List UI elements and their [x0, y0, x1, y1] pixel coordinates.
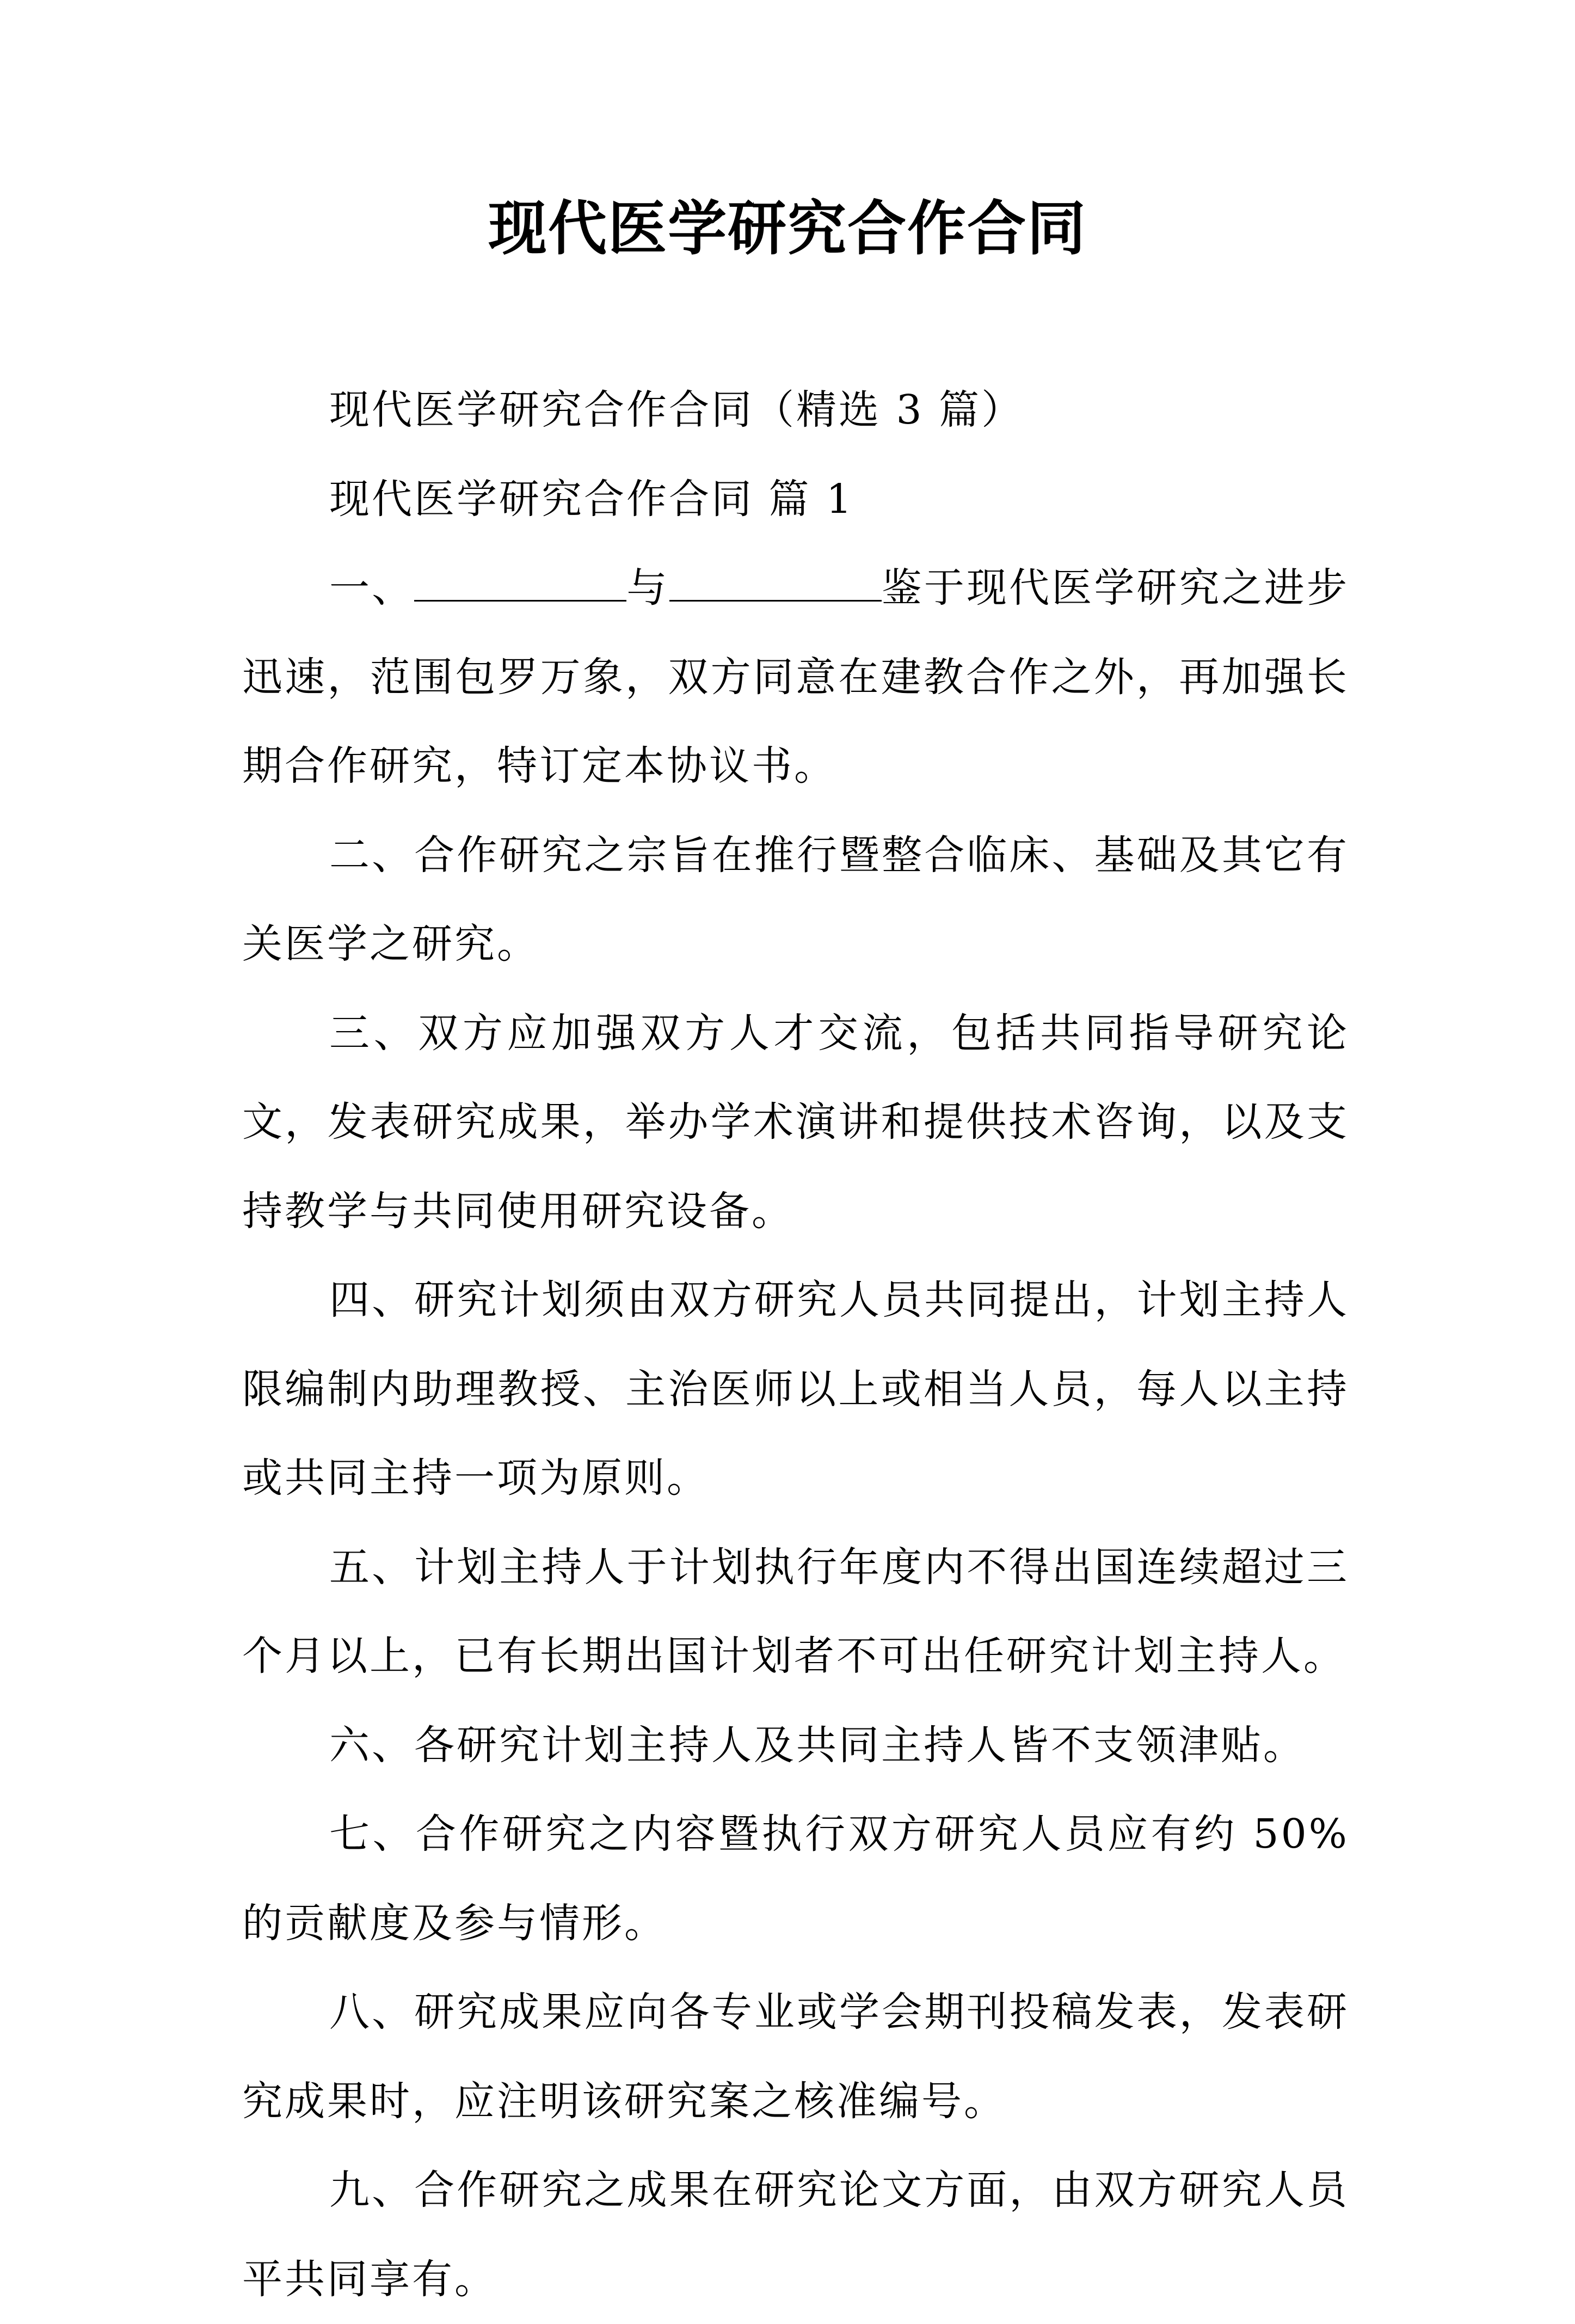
clause-2: 二、合作研究之宗旨在推行暨整合临床、基础及其它有关医学之研究。 — [242, 831, 1349, 967]
section-heading: 现代医学研究合作合同 篇 1 — [329, 475, 854, 523]
clause-7: 七、合作研究之内容暨执行双方研究人员应有约 50%的贡献度及参与情形。 — [242, 1811, 1349, 1947]
clause-1 — [242, 544, 1349, 811]
clause-3: 三、双方应加强双方人才交流，包括共同指导研究论文，发表研究成果，举办学术演讲和提供技术咨询，以及支持教学与共同使用研究设备。 — [242, 1009, 1349, 1235]
clause-1-prefix: 一、 — [329, 565, 415, 611]
party-b-blank — [669, 567, 882, 602]
clause-6: 六、各研究计划主持人及共同主持人皆不支领津贴。 — [329, 1721, 1306, 1769]
clause-5: 五、计划主持人于计划执行年度内不得出国连续超过三个月以上，已有长期出国计划者不可出任研究计划主持人。 — [242, 1543, 1349, 1679]
document-subtitle: 现代医学研究合作合同（精选 3 篇） — [329, 387, 1024, 433]
clause-9: 九、合作研究之成果在研究论文方面，由双方研究人员平共同享有。 — [242, 2167, 1349, 2303]
clause-1-text: 鉴于现代医学研究之进步迅速，范围包罗万象，双方同意在建教合作之外，再加强长期合作研究，特订定本协议书。 — [242, 565, 1350, 789]
document-body — [242, 366, 1349, 2324]
clause-1-connector: 与 — [626, 565, 669, 611]
document-title: 现代医学研究合作合同 — [488, 194, 1087, 263]
clause-8: 八、研究成果应向各专业或学会期刊投稿发表，发表研究成果时，应注明该研究案之核准编号。 — [242, 1989, 1349, 2125]
party-a-blank — [414, 567, 626, 602]
clause-4: 四、研究计划须由双方研究人员共同提出，计划主持人限编制内助理教授、主治医师以上或相当人员，每人以主持或共同主持一项为原则。 — [242, 1277, 1349, 1501]
